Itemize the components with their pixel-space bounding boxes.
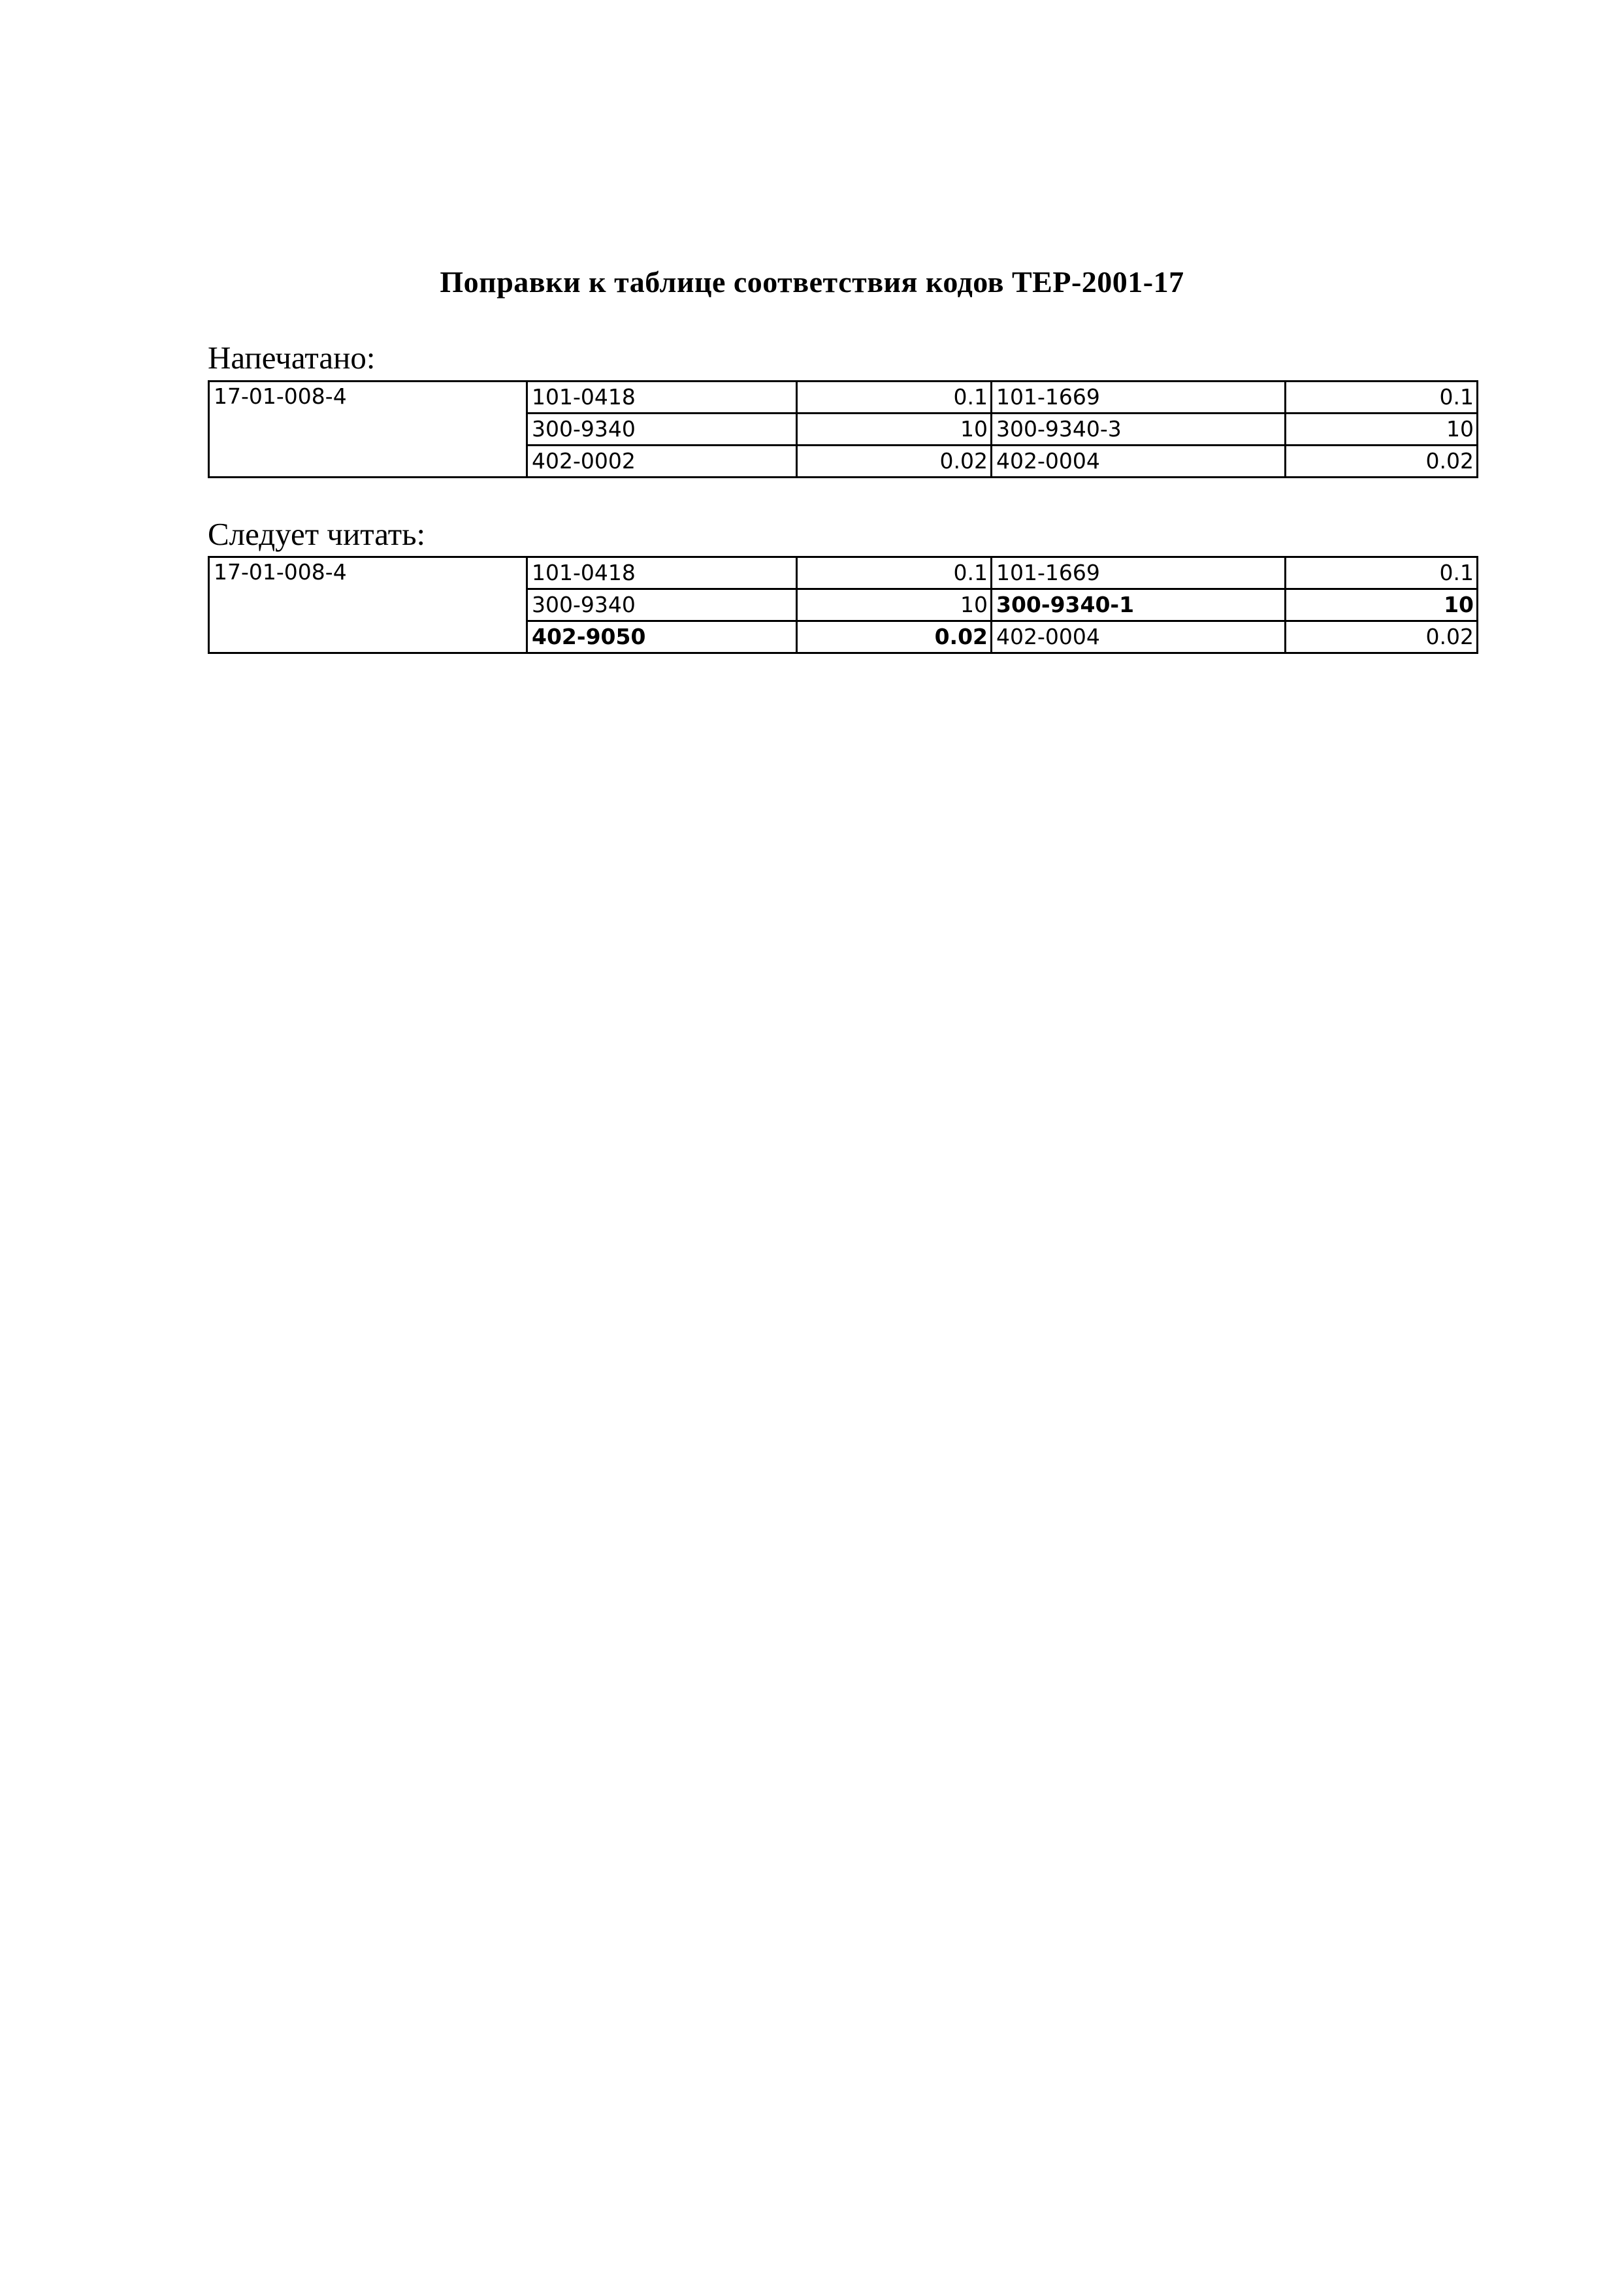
value-cell: 0.02 [1286, 446, 1478, 478]
table-row [209, 557, 1478, 589]
code-cell: 101-0418 [527, 557, 797, 589]
code-cell: 101-1669 [992, 382, 1286, 414]
code-cell: 300-9340-3 [992, 414, 1286, 446]
corrected-code-cell: 402-9050 [527, 621, 797, 653]
value-cell: 0.1 [797, 557, 992, 589]
code-cell: 101-0418 [527, 382, 797, 414]
table-row [209, 382, 1478, 414]
main-code-cell: 17-01-008-4 [209, 557, 527, 653]
value-cell: 0.02 [1286, 621, 1478, 653]
value-cell: 0.1 [1286, 557, 1478, 589]
corrected-code-cell: 300-9340-1 [992, 589, 1286, 621]
code-cell: 300-9340 [527, 414, 797, 446]
code-cell: 402-0002 [527, 446, 797, 478]
code-cell: 300-9340 [527, 589, 797, 621]
printed-label: Напечатано: [208, 340, 376, 376]
correct-table [208, 556, 1478, 654]
value-cell: 0.02 [797, 446, 992, 478]
page-title: Поправки к таблице соответствия кодов ТЕР-2001-17 [440, 265, 1184, 299]
value-cell: 10 [1286, 414, 1478, 446]
value-cell: 10 [797, 414, 992, 446]
code-cell: 402-0004 [992, 446, 1286, 478]
value-cell: 10 [797, 589, 992, 621]
correct-label: Следует читать: [208, 516, 426, 552]
printed-table [208, 380, 1478, 478]
code-cell: 101-1669 [992, 557, 1286, 589]
value-cell: 0.1 [797, 382, 992, 414]
main-code-cell: 17-01-008-4 [209, 382, 527, 478]
corrected-value-cell: 0.02 [797, 621, 992, 653]
value-cell: 0.1 [1286, 382, 1478, 414]
code-cell: 402-0004 [992, 621, 1286, 653]
corrected-value-cell: 10 [1286, 589, 1478, 621]
